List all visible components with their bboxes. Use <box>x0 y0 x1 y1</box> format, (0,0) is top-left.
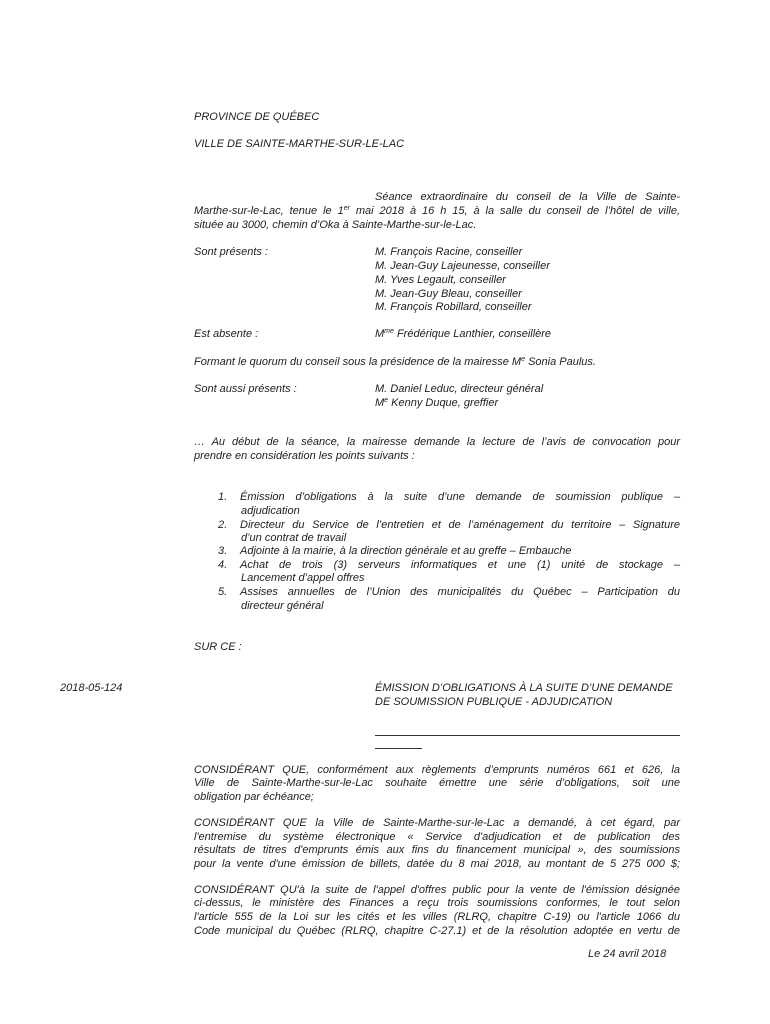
session-line <box>194 204 680 218</box>
quorum-line <box>194 355 596 369</box>
title-abbrev: M <box>375 328 385 340</box>
agenda-number: 4. <box>218 559 228 571</box>
whereas-line: CONSIDÉRANT QU'à la suite de l'appel d'offres public pour la vente de l'émission désignée <box>194 884 680 896</box>
whereas-line: pour la vente d'une émission de billets, datée du 8 mai 2018, au montant de 5 275 000 $; <box>194 858 680 870</box>
agenda-number: 2. <box>218 519 228 531</box>
whereas-line: Ville de Sainte-Marthe-sur-le-Lac souhaite émettre une série d’obligations, soit une <box>194 777 680 789</box>
province-heading: PROVINCE DE QUÉBEC <box>194 111 320 123</box>
member-name: Kenny Duque, greffier <box>388 397 499 409</box>
agenda-item-line: Directeur du Service de l’entretien et de l’aménagement du territoire – Signature <box>240 519 680 531</box>
also-present-label: Sont aussi présents : <box>194 383 297 395</box>
agenda-item-line: Lancement d’appel offres <box>241 572 365 584</box>
quorum-text: Formant le quorum du conseil sous la présidence de la mairesse M <box>194 356 522 368</box>
resolution-title-line: DE SOUMISSION PUBLIQUE - ADJUDICATION <box>375 696 613 708</box>
city-heading: VILLE DE SAINTE-MARTHE-SUR-LE-LAC <box>194 138 405 150</box>
present-label: Sont présents : <box>194 246 268 258</box>
title-suffix: e <box>521 356 526 363</box>
agenda-number: 3. <box>218 545 228 557</box>
absent-label: Est absente : <box>194 328 259 340</box>
quorum-text: Sonia Paulus. <box>525 356 596 368</box>
session-line: située au 3000, chemin d’Oka à Sainte-Marthe-sur-le-Lac. <box>194 219 477 231</box>
whereas-line: l'article 555 de la Loi sur les cités et les villes (RLRQ, chapitre C-19) ou l'article 1066 du <box>194 911 680 923</box>
ordinal-suffix: er <box>343 205 350 212</box>
agenda-item-line: Adjointe à la mairie, à la direction générale et au greffe – Embauche <box>240 545 572 557</box>
session-line: Séance extraordinaire du conseil de la Ville de Sainte- <box>375 191 680 203</box>
present-member: M. Yves Legault, conseiller <box>375 274 506 286</box>
session-text: Marthe-sur-le-Lac, tenue le 1 <box>194 205 344 217</box>
opening-line: prendre en considération les points suivants : <box>194 450 415 462</box>
title-suffix: e <box>384 397 389 404</box>
present-member: M. Jean-Guy Lajeunesse, conseiller <box>375 260 550 272</box>
agenda-item-line: d’un contrat de travail <box>241 532 347 544</box>
title-underline <box>375 748 422 749</box>
also-present-member <box>375 396 498 410</box>
also-present-member: M. Daniel Leduc, directeur général <box>375 383 544 395</box>
whereas-line: résultats de titres d'emprunts émis aux fins du financement municipal », des soumissions <box>194 844 680 856</box>
sur-ce-label: SUR CE : <box>194 641 242 653</box>
title-underline <box>375 735 680 736</box>
present-member: M. François Robillard, conseiller <box>375 301 532 313</box>
session-text: mai 2018 à 16 h 15, à la salle du conseil de l’hôtel de ville, <box>349 205 681 217</box>
agenda-number: 5. <box>218 586 228 598</box>
member-name: Frédérique Lanthier, conseillère <box>393 328 552 340</box>
title-abbrev: M <box>375 397 385 409</box>
whereas-line: CONSIDÉRANT QUE, conformément aux règlements d’emprunts numéros 661 et 626, la <box>194 764 680 776</box>
agenda-item-line: adjudication <box>241 505 300 517</box>
title-suffix: me <box>384 328 394 335</box>
agenda-item-line: Émission d’obligations à la suite d’une demande de soumission publique – <box>240 491 680 503</box>
whereas-line: obligation par échéance; <box>194 791 314 803</box>
whereas-line: CONSIDÉRANT QUE la Ville de Sainte-Marthe-sur-le-Lac a demandé, à cet égard, par <box>194 817 680 829</box>
agenda-number: 1. <box>218 491 228 503</box>
resolution-number: 2018-05-124 <box>60 682 123 694</box>
agenda-item-line: Assises annuelles de l’Union des municipalités du Québec – Participation du <box>240 586 680 598</box>
page-footer-date: Le 24 avril 2018 <box>588 948 667 960</box>
whereas-line: Code municipal du Québec (RLRQ, chapitre C-27.1) et de la résolution adoptée en vertu de <box>194 925 680 937</box>
opening-line: … Au début de la séance, la mairesse demande la lecture de l’avis de convocation pour <box>194 436 680 448</box>
absent-member <box>375 327 551 341</box>
present-member: M. François Racine, conseiller <box>375 246 523 258</box>
whereas-line: ci-dessus, le ministère des Finances a reçu trois soumissions conformes, le tout selon <box>194 897 680 909</box>
agenda-item-line: Achat de trois (3) serveurs informatiques et une (1) unité de stockage – <box>240 559 680 571</box>
whereas-line: l'entremise du système électronique « Service d'adjudication et de publication des <box>194 831 680 843</box>
agenda-item-line: directeur général <box>241 600 324 612</box>
resolution-title-line: ÉMISSION D’OBLIGATIONS À LA SUITE D’UNE DEMANDE <box>375 682 673 694</box>
present-member: M. Jean-Guy Bleau, conseiller <box>375 288 522 300</box>
